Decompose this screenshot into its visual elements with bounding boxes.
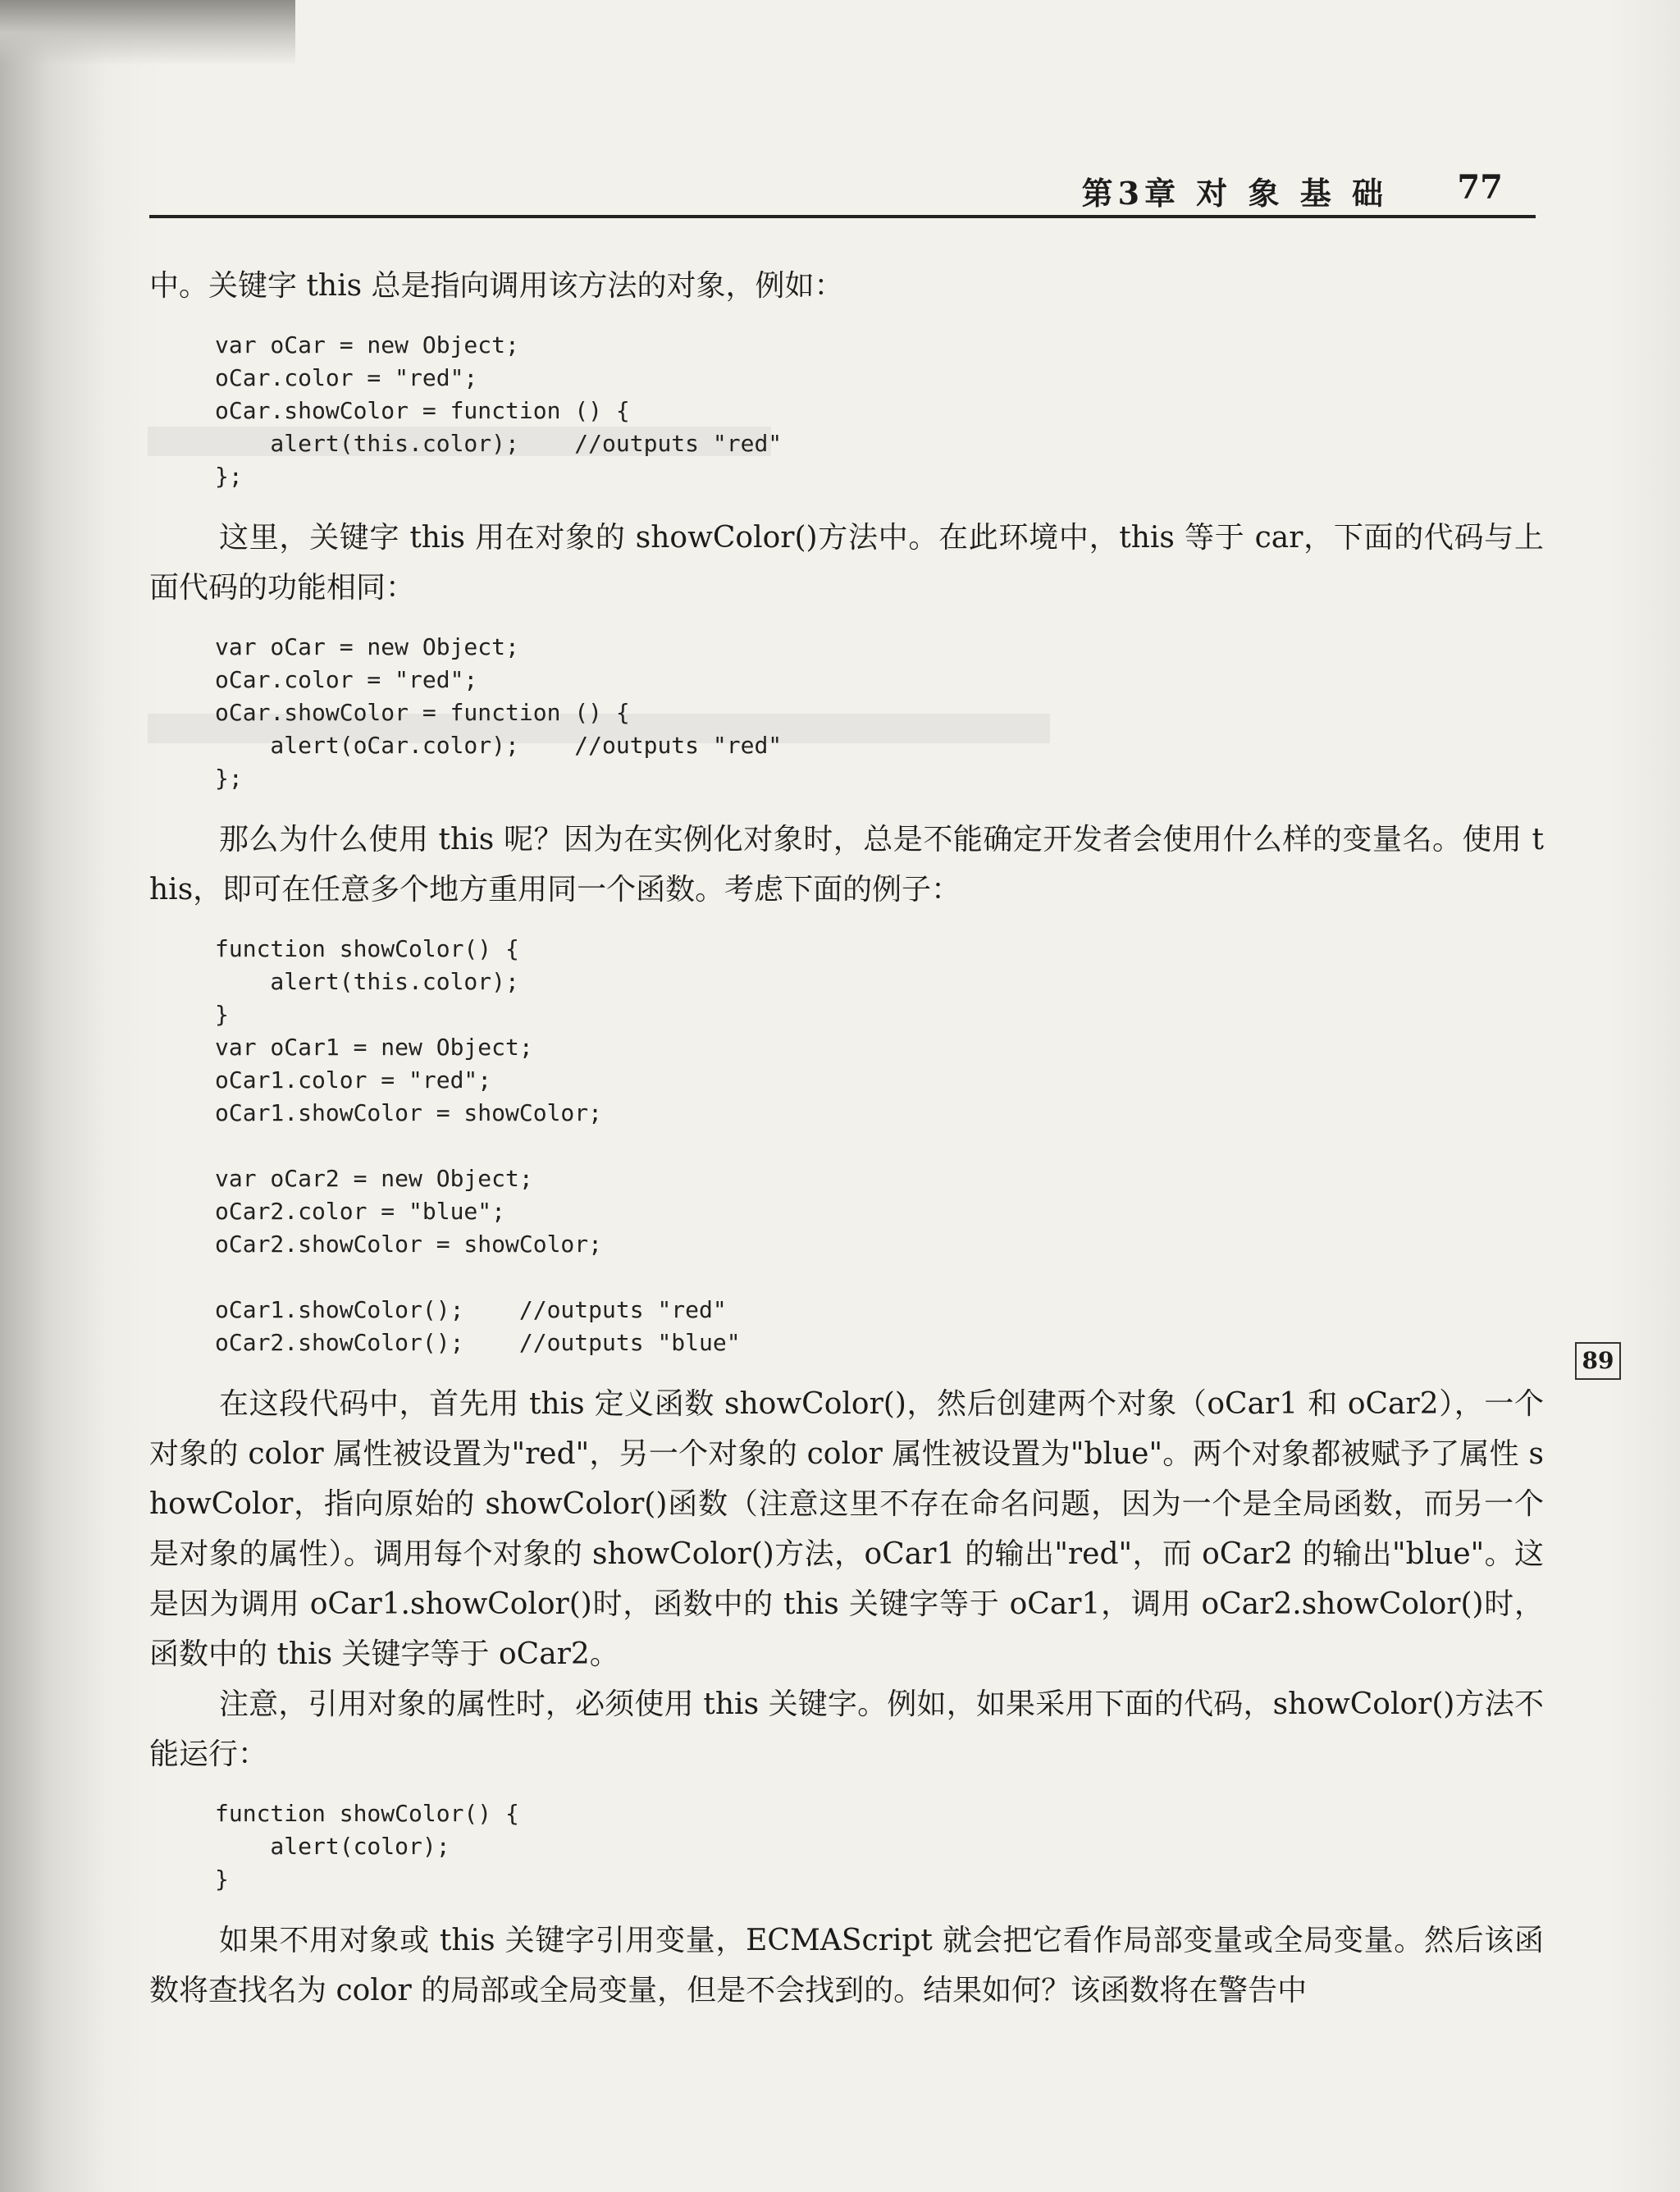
code-line: } [215,1001,229,1028]
code-block [215,933,1544,1359]
code-line: oCar1.showColor(); //outputs "red" [215,1296,727,1323]
code-line: } [215,1865,229,1893]
page-body [149,261,1544,2016]
code-line: alert(color); [215,1833,450,1860]
chapter-title: 第3章 对 象 基 础 [1081,175,1388,212]
code-line: oCar.color = "red"; [215,666,478,693]
code-block [215,1797,1544,1896]
running-header [149,168,1536,217]
scan-corner-shadow [0,0,295,66]
code-line: var oCar1 = new Object; [215,1034,533,1061]
page-number: 77 [1457,168,1503,207]
code-block [215,631,1544,795]
code-line: oCar2.showColor(); //outputs "blue" [215,1329,741,1356]
body-paragraph: 那么为什么使用 this 呢？因为在实例化对象时，总是不能确定开发者会使用什么样的变量名。使用 this，即可在任意多个地方重用同一个函数。考虑下面的例子： [149,823,1544,906]
header-rule [149,215,1536,218]
code-line: oCar2.color = "blue"; [215,1198,506,1225]
code-line [215,1261,1544,1294]
code-line [215,1130,1544,1162]
code-line: oCar.color = "red"; [215,364,478,391]
code-line: }; [215,765,243,792]
code-line: alert(this.color); [215,968,519,995]
code-line: var oCar2 = new Object; [215,1165,533,1192]
body-paragraph: 中。关键字 this 总是指向调用该方法的对象，例如： [149,269,844,303]
code-line: oCar1.showColor = showColor; [215,1099,603,1126]
code-line: function showColor() { [215,935,519,962]
body-paragraph: 如果不用对象或 this 关键字引用变量，ECMAScript 就会把它看作局部变量或全局变量。然后该函数将查找名为 color 的局部或全局变量，但是不会找到的。结果如何？该函数将在警告中 [149,1924,1544,2007]
body-paragraph: 注意，引用对象的属性时，必须使用 this 关键字。例如，如果采用下面的代码，showColor()方法不能运行： [149,1687,1544,1771]
code-line: }; [215,463,243,490]
code-block [215,329,1544,493]
code-line: oCar.showColor = function () { [215,699,630,726]
body-paragraph: 这里，关键字 this 用在对象的 showColor()方法中。在此环境中，this 等于 car，下面的代码与上面代码的功能相同： [149,521,1544,605]
code-line: alert(oCar.color); //outputs "red" [215,732,783,759]
body-paragraph: 在这段代码中，首先用 this 定义函数 showColor()，然后创建两个对象（oCar1 和 oCar2），一个对象的 color 属性被设置为"red"，另一个对象的 color 属性被设置为"blue"。两个对象都被赋予了属性 showColor，指向原始的 showColor()函数（注意这里不存在命名问题，因为一个是全局函数，而另一个是对象的属性）。调用每个对象的 showColor()方法，oCar1 的输出"red"，而 oCar2 的输出"blue"。这是因为调用 oCar1.showColor()时，函数中的 this 关键字等于 oCar1，调用 oCar2.showColor()时，函数中的 this 关键字等于 oCar2。 [149,1387,1544,1671]
code-line: alert(this.color); //outputs "red" [215,430,783,457]
original-page-badge: 89 [1575,1342,1621,1380]
code-line: oCar2.showColor = showColor; [215,1231,603,1258]
code-line: oCar.showColor = function () { [215,397,630,424]
code-line: function showColor() { [215,1800,519,1827]
code-line: oCar1.color = "red"; [215,1066,492,1094]
code-line: var oCar = new Object; [215,633,519,660]
code-line: var oCar = new Object; [215,331,519,358]
